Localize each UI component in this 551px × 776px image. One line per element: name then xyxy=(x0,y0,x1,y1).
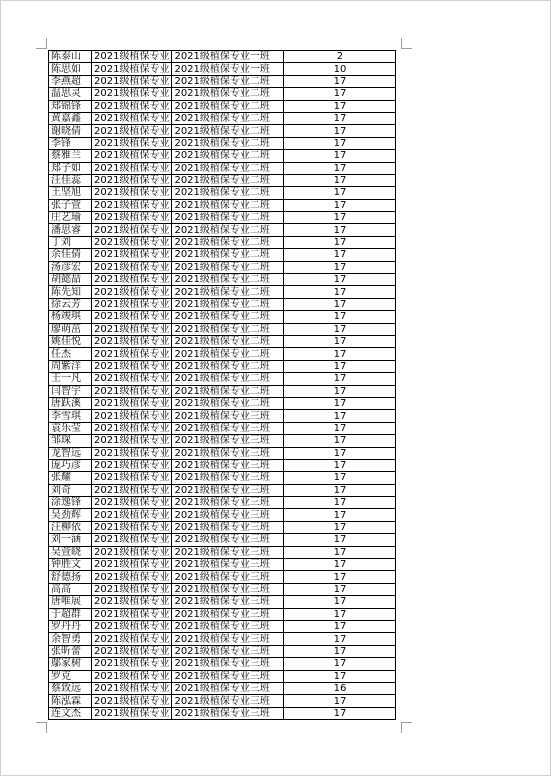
major-cell: 2021级植保专业 xyxy=(92,150,172,162)
table-row xyxy=(49,75,396,87)
table-row xyxy=(49,435,396,447)
student-name-cell: 连文杰 xyxy=(49,707,92,719)
major-cell: 2021级植保专业 xyxy=(92,571,172,583)
count-cell: 17 xyxy=(284,112,396,124)
count-cell: 17 xyxy=(284,633,396,645)
major-cell: 2021级植保专业 xyxy=(92,546,172,558)
student-name-cell: 郑子如 xyxy=(49,162,92,174)
student-name-cell: 蔡致远 xyxy=(49,682,92,694)
table-row xyxy=(49,707,396,719)
student-name-cell: 胡懿喆 xyxy=(49,274,92,286)
table-row xyxy=(49,583,396,595)
class-cell: 2021级植保专业三班 xyxy=(172,571,284,583)
crop-mark-top-left xyxy=(36,38,47,49)
class-cell: 2021级植保专业二班 xyxy=(172,298,284,310)
count-cell: 17 xyxy=(284,100,396,112)
count-cell: 17 xyxy=(284,187,396,199)
major-cell: 2021级植保专业 xyxy=(92,472,172,484)
student-name-cell: 钟胜文 xyxy=(49,559,92,571)
count-cell: 17 xyxy=(284,335,396,347)
class-cell: 2021级植保专业三班 xyxy=(172,645,284,657)
table-row xyxy=(49,596,396,608)
count-cell: 17 xyxy=(284,88,396,100)
table-row xyxy=(49,286,396,298)
table-row xyxy=(49,645,396,657)
count-cell: 17 xyxy=(284,447,396,459)
major-cell: 2021级植保专业 xyxy=(92,174,172,186)
student-name-cell: 杨竣琪 xyxy=(49,311,92,323)
major-cell: 2021级植保专业 xyxy=(92,212,172,224)
major-cell: 2021级植保专业 xyxy=(92,236,172,248)
major-cell: 2021级植保专业 xyxy=(92,323,172,335)
student-name-cell: 闫智宇 xyxy=(49,385,92,397)
student-name-cell: 徐云芳 xyxy=(49,298,92,310)
class-cell: 2021级植保专业二班 xyxy=(172,360,284,372)
count-cell: 17 xyxy=(284,435,396,447)
student-name-cell: 于超群 xyxy=(49,608,92,620)
count-cell: 17 xyxy=(284,162,396,174)
major-cell: 2021级植保专业 xyxy=(92,459,172,471)
student-name-cell: 唐跃溪 xyxy=(49,397,92,409)
major-cell: 2021级植保专业 xyxy=(92,620,172,632)
table-row xyxy=(49,199,396,211)
student-name-cell: 李锋 xyxy=(49,137,92,149)
class-cell: 2021级植保专业三班 xyxy=(172,497,284,509)
major-cell: 2021级植保专业 xyxy=(92,360,172,372)
count-cell: 2 xyxy=(284,51,396,63)
class-cell: 2021级植保专业二班 xyxy=(172,373,284,385)
table-row xyxy=(49,335,396,347)
class-cell: 2021级植保专业二班 xyxy=(172,286,284,298)
student-name-cell: 张耀 xyxy=(49,472,92,484)
count-cell: 17 xyxy=(284,410,396,422)
major-cell: 2021级植保专业 xyxy=(92,298,172,310)
student-name-cell: 吴萱晓 xyxy=(49,546,92,558)
table-row xyxy=(49,360,396,372)
class-cell: 2021级植保专业二班 xyxy=(172,397,284,409)
student-name-cell: 汪佳蕊 xyxy=(49,174,92,186)
table-row xyxy=(49,682,396,694)
class-cell: 2021级植保专业二班 xyxy=(172,187,284,199)
count-cell: 17 xyxy=(284,199,396,211)
count-cell: 17 xyxy=(284,150,396,162)
major-cell: 2021级植保专业 xyxy=(92,187,172,199)
table-row xyxy=(49,187,396,199)
major-cell: 2021级植保专业 xyxy=(92,534,172,546)
student-name-cell: 张昕蕾 xyxy=(49,645,92,657)
class-cell: 2021级植保专业三班 xyxy=(172,484,284,496)
student-name-cell: 高高 xyxy=(49,583,92,595)
major-cell: 2021级植保专业 xyxy=(92,658,172,670)
table-row xyxy=(49,447,396,459)
student-name-cell: 郑锦锋 xyxy=(49,100,92,112)
major-cell: 2021级植保专业 xyxy=(92,509,172,521)
table-row xyxy=(49,261,396,273)
count-cell: 17 xyxy=(284,472,396,484)
class-cell: 2021级植保专业三班 xyxy=(172,459,284,471)
table-row xyxy=(49,658,396,670)
count-cell: 17 xyxy=(284,236,396,248)
major-cell: 2021级植保专业 xyxy=(92,608,172,620)
major-cell: 2021级植保专业 xyxy=(92,447,172,459)
table-row xyxy=(49,174,396,186)
table-row xyxy=(49,620,396,632)
major-cell: 2021级植保专业 xyxy=(92,335,172,347)
major-cell: 2021级植保专业 xyxy=(92,397,172,409)
count-cell: 17 xyxy=(284,658,396,670)
table-row xyxy=(49,88,396,100)
class-cell: 2021级植保专业二班 xyxy=(172,137,284,149)
major-cell: 2021级植保专业 xyxy=(92,100,172,112)
student-name-cell: 周紫洋 xyxy=(49,360,92,372)
table-row xyxy=(49,559,396,571)
student-name-cell: 温思灵 xyxy=(49,88,92,100)
student-name-cell: 罗克 xyxy=(49,670,92,682)
major-cell: 2021级植保专业 xyxy=(92,385,172,397)
table-row xyxy=(49,459,396,471)
count-cell: 17 xyxy=(284,298,396,310)
student-name-cell: 邹琛 xyxy=(49,435,92,447)
major-cell: 2021级植保专业 xyxy=(92,137,172,149)
table-row xyxy=(49,298,396,310)
class-cell: 2021级植保专业二班 xyxy=(172,199,284,211)
major-cell: 2021级植保专业 xyxy=(92,422,172,434)
major-cell: 2021级植保专业 xyxy=(92,348,172,360)
major-cell: 2021级植保专业 xyxy=(92,125,172,137)
major-cell: 2021级植保专业 xyxy=(92,410,172,422)
count-cell: 17 xyxy=(284,546,396,558)
table-row xyxy=(49,385,396,397)
class-cell: 2021级植保专业二班 xyxy=(172,261,284,273)
table-row xyxy=(49,509,396,521)
student-name-cell: 廖萌茁 xyxy=(49,323,92,335)
class-cell: 2021级植保专业三班 xyxy=(172,422,284,434)
class-cell: 2021级植保专业三班 xyxy=(172,583,284,595)
student-name-cell: 刘一涵 xyxy=(49,534,92,546)
count-cell: 17 xyxy=(284,484,396,496)
student-name-cell: 庞巧彦 xyxy=(49,459,92,471)
count-cell: 17 xyxy=(284,286,396,298)
class-cell: 2021级植保专业三班 xyxy=(172,435,284,447)
table-row xyxy=(49,249,396,261)
table-row xyxy=(49,162,396,174)
table-row xyxy=(49,633,396,645)
class-cell: 2021级植保专业三班 xyxy=(172,447,284,459)
count-cell: 17 xyxy=(284,274,396,286)
table-row xyxy=(49,137,396,149)
major-cell: 2021级植保专业 xyxy=(92,521,172,533)
table-row xyxy=(49,472,396,484)
count-cell: 17 xyxy=(284,261,396,273)
student-name-cell: 张子萱 xyxy=(49,199,92,211)
table-row xyxy=(49,546,396,558)
count-cell: 17 xyxy=(284,583,396,595)
table-row xyxy=(49,212,396,224)
major-cell: 2021级植保专业 xyxy=(92,261,172,273)
class-cell: 2021级植保专业二班 xyxy=(172,162,284,174)
student-name-cell: 谢晓倩 xyxy=(49,125,92,137)
major-cell: 2021级植保专业 xyxy=(92,224,172,236)
class-cell: 2021级植保专业三班 xyxy=(172,670,284,682)
student-name-cell: 余佳倩 xyxy=(49,249,92,261)
table-row xyxy=(49,695,396,707)
table-row xyxy=(49,348,396,360)
table-row xyxy=(49,150,396,162)
student-name-cell: 余智勇 xyxy=(49,633,92,645)
class-cell: 2021级植保专业二班 xyxy=(172,274,284,286)
count-cell: 17 xyxy=(284,174,396,186)
table-row xyxy=(49,608,396,620)
class-cell: 2021级植保专业三班 xyxy=(172,596,284,608)
table-row xyxy=(49,125,396,137)
class-cell: 2021级植保专业二班 xyxy=(172,249,284,261)
class-cell: 2021级植保专业三班 xyxy=(172,410,284,422)
class-cell: 2021级植保专业二班 xyxy=(172,174,284,186)
major-cell: 2021级植保专业 xyxy=(92,633,172,645)
table-row xyxy=(49,571,396,583)
class-cell: 2021级植保专业三班 xyxy=(172,509,284,521)
count-cell: 17 xyxy=(284,695,396,707)
student-name-cell: 龙智远 xyxy=(49,447,92,459)
student-name-cell: 蔡雅兰 xyxy=(49,150,92,162)
class-cell: 2021级植保专业三班 xyxy=(172,559,284,571)
student-name-cell: 王一凡 xyxy=(49,373,92,385)
count-cell: 16 xyxy=(284,682,396,694)
class-cell: 2021级植保专业二班 xyxy=(172,125,284,137)
count-cell: 17 xyxy=(284,75,396,87)
count-cell: 17 xyxy=(284,620,396,632)
table-row xyxy=(49,274,396,286)
major-cell: 2021级植保专业 xyxy=(92,670,172,682)
major-cell: 2021级植保专业 xyxy=(92,695,172,707)
count-cell: 17 xyxy=(284,670,396,682)
count-cell: 17 xyxy=(284,608,396,620)
table-row xyxy=(49,373,396,385)
table-row xyxy=(49,51,396,63)
student-name-cell: 李燕超 xyxy=(49,75,92,87)
major-cell: 2021级植保专业 xyxy=(92,199,172,211)
student-name-cell: 王坚旭 xyxy=(49,187,92,199)
major-cell: 2021级植保专业 xyxy=(92,51,172,63)
class-cell: 2021级植保专业二班 xyxy=(172,236,284,248)
table-row xyxy=(49,311,396,323)
count-cell: 17 xyxy=(284,224,396,236)
count-cell: 17 xyxy=(284,596,396,608)
student-name-cell: 陈先知 xyxy=(49,286,92,298)
class-cell: 2021级植保专业三班 xyxy=(172,608,284,620)
class-cell: 2021级植保专业二班 xyxy=(172,311,284,323)
student-name-cell: 吴劲辉 xyxy=(49,509,92,521)
student-name-cell: 陈泰山 xyxy=(49,51,92,63)
major-cell: 2021级植保专业 xyxy=(92,63,172,75)
class-cell: 2021级植保专业三班 xyxy=(172,682,284,694)
count-cell: 10 xyxy=(284,63,396,75)
class-cell: 2021级植保专业二班 xyxy=(172,348,284,360)
student-name-cell: 刘奇 xyxy=(49,484,92,496)
class-cell: 2021级植保专业一班 xyxy=(172,63,284,75)
student-name-cell: 陈泓霖 xyxy=(49,695,92,707)
student-name-cell: 汪柳依 xyxy=(49,521,92,533)
major-cell: 2021级植保专业 xyxy=(92,274,172,286)
class-cell: 2021级植保专业二班 xyxy=(172,224,284,236)
table-row xyxy=(49,100,396,112)
count-cell: 17 xyxy=(284,137,396,149)
count-cell: 17 xyxy=(284,348,396,360)
class-cell: 2021级植保专业三班 xyxy=(172,620,284,632)
major-cell: 2021级植保专业 xyxy=(92,583,172,595)
table-body xyxy=(49,51,396,720)
student-name-cell: 袁乐莹 xyxy=(49,422,92,434)
student-name-cell: 任杰 xyxy=(49,348,92,360)
count-cell: 17 xyxy=(284,397,396,409)
count-cell: 17 xyxy=(284,571,396,583)
student-name-cell: 庄艺瑜 xyxy=(49,212,92,224)
table-row xyxy=(49,397,396,409)
student-name-cell: 丁刘 xyxy=(49,236,92,248)
class-cell: 2021级植保专业二班 xyxy=(172,385,284,397)
count-cell: 17 xyxy=(284,373,396,385)
class-cell: 2021级植保专业三班 xyxy=(172,633,284,645)
class-cell: 2021级植保专业二班 xyxy=(172,335,284,347)
major-cell: 2021级植保专业 xyxy=(92,497,172,509)
table-row xyxy=(49,236,396,248)
table-row xyxy=(49,224,396,236)
table-row xyxy=(49,534,396,546)
major-cell: 2021级植保专业 xyxy=(92,707,172,719)
student-name-cell: 姚佳悦 xyxy=(49,335,92,347)
count-cell: 17 xyxy=(284,497,396,509)
major-cell: 2021级植保专业 xyxy=(92,162,172,174)
major-cell: 2021级植保专业 xyxy=(92,249,172,261)
student-name-cell: 鄢家树 xyxy=(49,658,92,670)
student-name-cell: 黄嘉鑫 xyxy=(49,112,92,124)
class-cell: 2021级植保专业三班 xyxy=(172,658,284,670)
class-cell: 2021级植保专业三班 xyxy=(172,472,284,484)
table-row xyxy=(49,422,396,434)
crop-mark-bottom-left xyxy=(36,722,47,733)
class-cell: 2021级植保专业三班 xyxy=(172,521,284,533)
class-cell: 2021级植保专业三班 xyxy=(172,695,284,707)
major-cell: 2021级植保专业 xyxy=(92,484,172,496)
student-table xyxy=(48,50,396,720)
count-cell: 17 xyxy=(284,422,396,434)
count-cell: 17 xyxy=(284,323,396,335)
major-cell: 2021级植保专业 xyxy=(92,435,172,447)
table-row xyxy=(49,112,396,124)
major-cell: 2021级植保专业 xyxy=(92,682,172,694)
count-cell: 17 xyxy=(284,385,396,397)
count-cell: 17 xyxy=(284,459,396,471)
table-row xyxy=(49,497,396,509)
count-cell: 17 xyxy=(284,360,396,372)
table-row xyxy=(49,521,396,533)
class-cell: 2021级植保专业二班 xyxy=(172,100,284,112)
count-cell: 17 xyxy=(284,559,396,571)
crop-mark-bottom-right xyxy=(401,722,412,733)
table-row xyxy=(49,323,396,335)
crop-mark-top-right xyxy=(401,38,412,49)
major-cell: 2021级植保专业 xyxy=(92,373,172,385)
major-cell: 2021级植保专业 xyxy=(92,559,172,571)
class-cell: 2021级植保专业二班 xyxy=(172,88,284,100)
major-cell: 2021级植保专业 xyxy=(92,596,172,608)
class-cell: 2021级植保专业二班 xyxy=(172,150,284,162)
major-cell: 2021级植保专业 xyxy=(92,286,172,298)
major-cell: 2021级植保专业 xyxy=(92,112,172,124)
count-cell: 17 xyxy=(284,521,396,533)
class-cell: 2021级植保专业三班 xyxy=(172,707,284,719)
student-name-cell: 陈思如 xyxy=(49,63,92,75)
class-cell: 2021级植保专业三班 xyxy=(172,534,284,546)
class-cell: 2021级植保专业二班 xyxy=(172,75,284,87)
student-name-cell: 唐唯展 xyxy=(49,596,92,608)
major-cell: 2021级植保专业 xyxy=(92,645,172,657)
count-cell: 17 xyxy=(284,509,396,521)
class-cell: 2021级植保专业二班 xyxy=(172,112,284,124)
student-name-cell: 潘思睿 xyxy=(49,224,92,236)
count-cell: 17 xyxy=(284,707,396,719)
count-cell: 17 xyxy=(284,249,396,261)
major-cell: 2021级植保专业 xyxy=(92,311,172,323)
student-name-cell: 罗丹丹 xyxy=(49,620,92,632)
student-name-cell: 涂逸锋 xyxy=(49,497,92,509)
count-cell: 17 xyxy=(284,534,396,546)
count-cell: 17 xyxy=(284,212,396,224)
class-cell: 2021级植保专业三班 xyxy=(172,546,284,558)
class-cell: 2021级植保专业二班 xyxy=(172,323,284,335)
major-cell: 2021级植保专业 xyxy=(92,88,172,100)
table-row xyxy=(49,484,396,496)
class-cell: 2021级植保专业二班 xyxy=(172,212,284,224)
count-cell: 17 xyxy=(284,125,396,137)
count-cell: 17 xyxy=(284,645,396,657)
count-cell: 17 xyxy=(284,311,396,323)
table-row xyxy=(49,670,396,682)
major-cell: 2021级植保专业 xyxy=(92,75,172,87)
student-name-cell: 李雪琪 xyxy=(49,410,92,422)
student-name-cell: 汤彦宏 xyxy=(49,261,92,273)
class-cell: 2021级植保专业一班 xyxy=(172,51,284,63)
student-name-cell: 舒德扬 xyxy=(49,571,92,583)
table-row xyxy=(49,410,396,422)
table-row xyxy=(49,63,396,75)
